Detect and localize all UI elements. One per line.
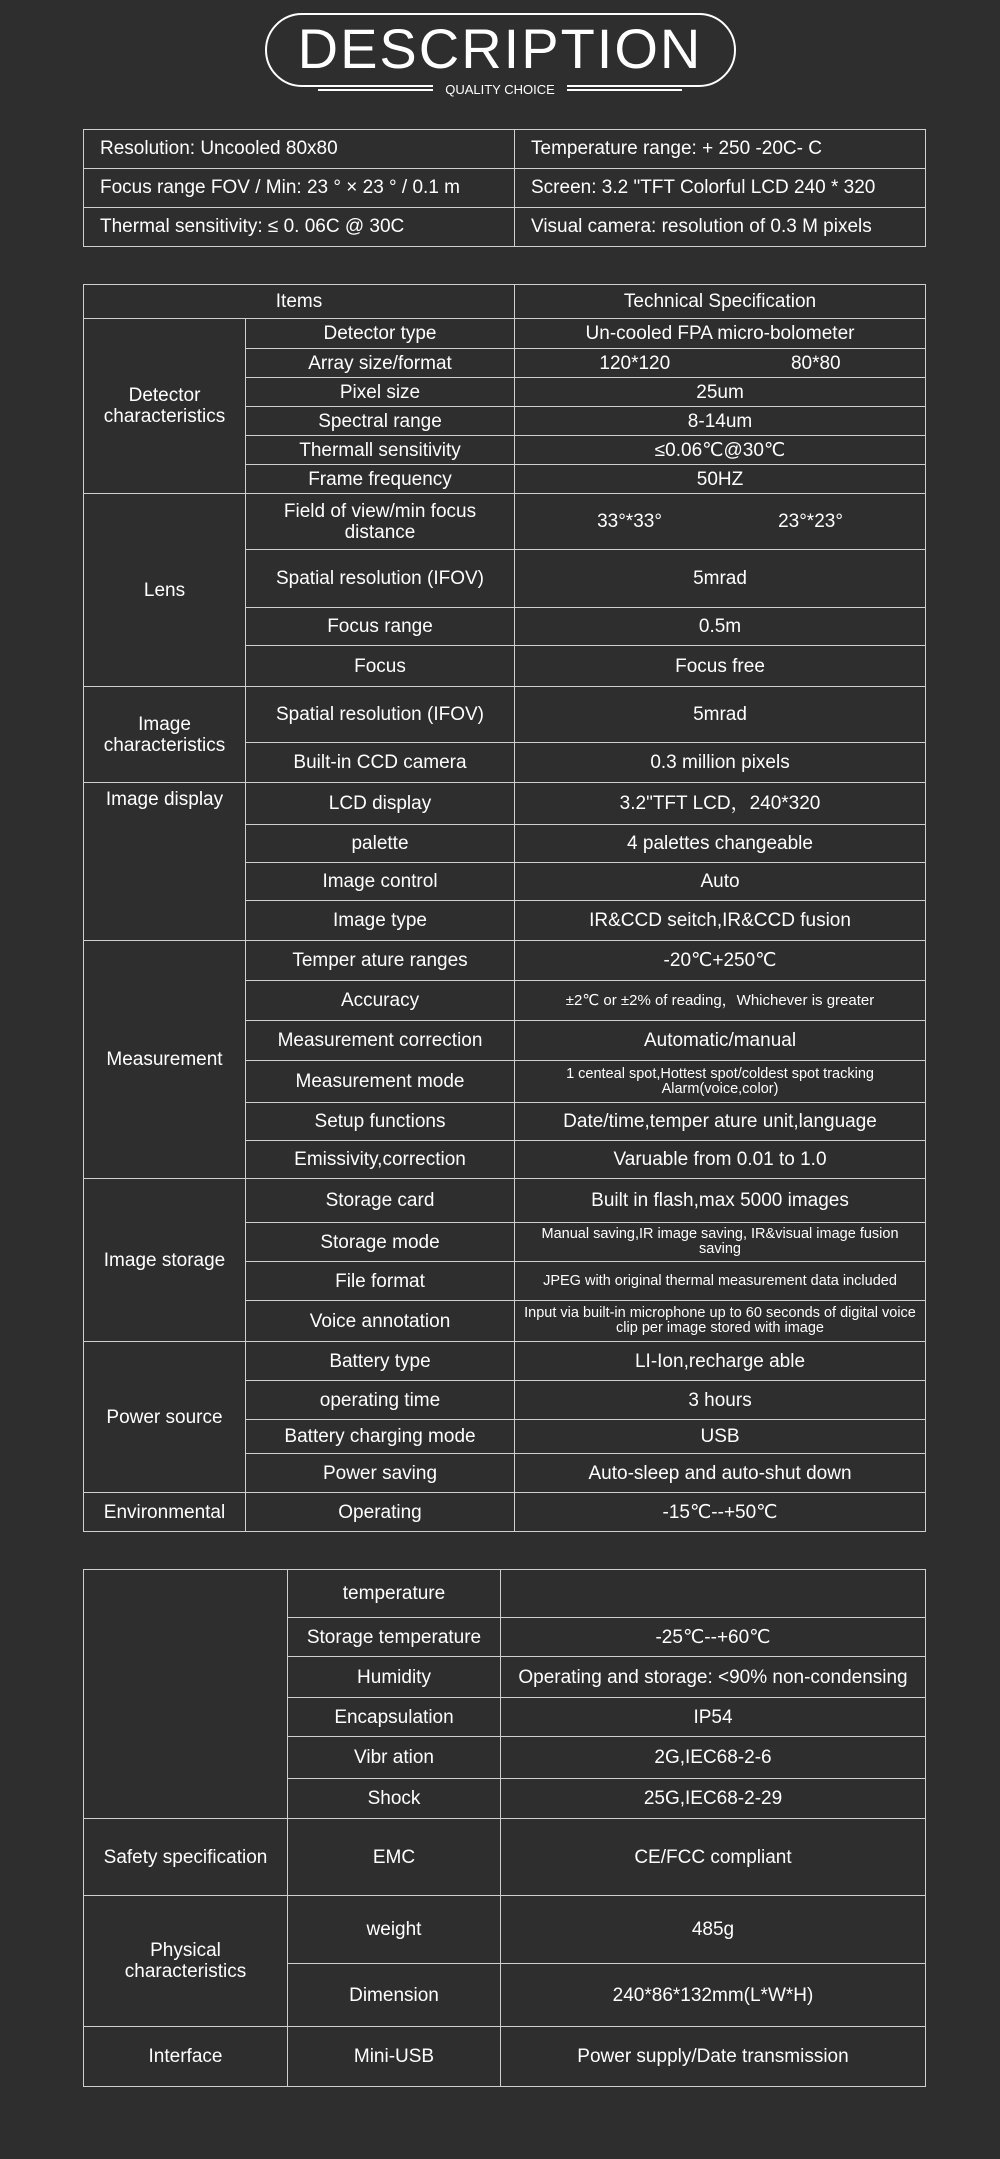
- row-label: File format: [246, 1262, 515, 1301]
- row-value: 2G,IEC68-2-6: [501, 1737, 926, 1779]
- row-label: Voice annotation: [246, 1301, 515, 1342]
- row-label: Spatial resolution (IFOV): [246, 550, 515, 608]
- row-label: Accuracy: [246, 981, 515, 1021]
- row-value: 485g: [501, 1896, 926, 1964]
- row-value: 4 palettes changeable: [515, 825, 926, 863]
- summary-cell: Focus range FOV / Min: 23 ° × 23 ° / 0.1 m: [84, 169, 515, 208]
- category-detector: Detector characteristics: [84, 319, 246, 494]
- row-label: Temper ature ranges: [246, 941, 515, 981]
- category-image-characteristics: Image characteristics: [84, 687, 246, 783]
- category-environmental-blank: [84, 1570, 288, 1819]
- row-value: 0.5m: [515, 608, 926, 646]
- row-value: IR&CCD seitch,IR&CCD fusion: [515, 901, 926, 941]
- category-interface: Interface: [84, 2027, 288, 2087]
- page-title: DESCRIPTION: [297, 17, 703, 80]
- row-value: Power supply/Date transmission: [501, 2027, 926, 2087]
- row-value: Varuable from 0.01 to 1.0: [515, 1141, 926, 1179]
- category-safety: Safety specification: [84, 1819, 288, 1896]
- row-label: Focus range: [246, 608, 515, 646]
- value-b: 23°*23°: [778, 511, 843, 532]
- row-label: palette: [246, 825, 515, 863]
- row-label: Measurement correction: [246, 1021, 515, 1061]
- category-image-storage: Image storage: [84, 1179, 246, 1342]
- row-value: 240*86*132mm(L*W*H): [501, 1964, 926, 2027]
- table-row: [84, 1570, 926, 1618]
- row-label: Encapsulation: [288, 1698, 501, 1737]
- table-row: [84, 208, 926, 247]
- row-label: weight: [288, 1896, 501, 1964]
- row-label: Storage card: [246, 1179, 515, 1223]
- table-row: [84, 941, 926, 981]
- row-value: 5mrad: [515, 550, 926, 608]
- category-image-display: Image display: [84, 783, 246, 941]
- row-value: [501, 1570, 926, 1618]
- row-label: Shock: [288, 1779, 501, 1819]
- row-label: Battery charging mode: [246, 1420, 515, 1454]
- row-value: ±2℃ or ±2% of reading，Whichever is greater: [515, 981, 926, 1021]
- row-label: Thermall sensitivity: [246, 436, 515, 465]
- row-label: Humidity: [288, 1657, 501, 1698]
- row-label: Focus: [246, 646, 515, 687]
- header: [0, 0, 1000, 115]
- table-row: [84, 1179, 926, 1223]
- divider-right: [567, 89, 682, 91]
- row-value: Auto-sleep and auto-shut down: [515, 1454, 926, 1493]
- category-power-source: Power source: [84, 1342, 246, 1493]
- row-value: 25G,IEC68-2-29: [501, 1779, 926, 1819]
- table-row: [84, 783, 926, 825]
- row-label: Storage mode: [246, 1223, 515, 1262]
- table-row: [84, 1493, 926, 1532]
- value-a: 33°*33°: [597, 511, 662, 532]
- row-value: Built in flash,max 5000 images: [515, 1179, 926, 1223]
- row-label: operating time: [246, 1381, 515, 1420]
- row-value: ≤0.06℃@30℃: [515, 436, 926, 465]
- summary-cell: Thermal sensitivity: ≤ 0. 06C @ 30C: [84, 208, 515, 247]
- summary-table: [83, 129, 926, 247]
- row-value: [515, 349, 926, 378]
- table-row: [84, 687, 926, 743]
- row-label: Power saving: [246, 1454, 515, 1493]
- table-row: [84, 1819, 926, 1896]
- row-value: Un-cooled FPA micro-bolometer: [515, 319, 926, 349]
- header-items: Items: [84, 285, 515, 319]
- row-label: EMC: [288, 1819, 501, 1896]
- spec-table: [83, 284, 926, 1532]
- row-value: IP54: [501, 1698, 926, 1737]
- summary-cell: Screen: 3.2 "TFT Colorful LCD 240 * 320: [515, 169, 926, 208]
- row-label: Pixel size: [246, 378, 515, 407]
- row-value: Operating and storage: <90% non-condensing: [501, 1657, 926, 1698]
- summary-cell: Visual camera: resolution of 0.3 M pixels: [515, 208, 926, 247]
- row-label: Emissivity,correction: [246, 1141, 515, 1179]
- row-value: 25um: [515, 378, 926, 407]
- row-value: Automatic/manual: [515, 1021, 926, 1061]
- table-row: [84, 2027, 926, 2087]
- row-label: Battery type: [246, 1342, 515, 1381]
- value-b: 80*80: [790, 352, 841, 374]
- table-row: [84, 130, 926, 169]
- row-value: 50HZ: [515, 465, 926, 494]
- row-value: Focus free: [515, 646, 926, 687]
- row-value: -20℃+250℃: [515, 941, 926, 981]
- row-value: Input via built-in microphone up to 60 seconds of digital voice clip per image stored with image: [515, 1301, 926, 1342]
- row-label: Mini-USB: [288, 2027, 501, 2087]
- row-value: -15℃--+50℃: [515, 1493, 926, 1532]
- row-label: Built-in CCD camera: [246, 743, 515, 783]
- row-label: Field of view/min focus distance: [246, 494, 515, 550]
- row-label: Measurement mode: [246, 1061, 515, 1103]
- row-label: Image control: [246, 863, 515, 901]
- row-label: Frame frequency: [246, 465, 515, 494]
- row-value: USB: [515, 1420, 926, 1454]
- row-value: CE/FCC compliant: [501, 1819, 926, 1896]
- divider-left: [318, 89, 433, 91]
- category-lens: Lens: [84, 494, 246, 687]
- row-value: Manual saving,IR image saving, IR&visual image fusion saving: [515, 1223, 926, 1262]
- row-label: Spatial resolution (IFOV): [246, 687, 515, 743]
- row-value: [515, 494, 926, 550]
- row-value: 5mrad: [515, 687, 926, 743]
- row-label: Image type: [246, 901, 515, 941]
- row-label: Detector type: [246, 319, 515, 349]
- row-value: 1 centeal spot,Hottest spot/coldest spot tracking Alarm(voice,color): [515, 1061, 926, 1103]
- summary-cell: Resolution: Uncooled 80x80: [84, 130, 515, 169]
- row-value: Auto: [515, 863, 926, 901]
- table-header-row: [84, 285, 926, 319]
- row-value: 0.3 million pixels: [515, 743, 926, 783]
- row-label: temperature: [288, 1570, 501, 1618]
- category-physical: Physical characteristics: [84, 1896, 288, 2027]
- subtitle: QUALITY CHOICE: [433, 81, 567, 99]
- row-label: LCD display: [246, 783, 515, 825]
- row-value: 3.2"TFT LCD，240*320: [515, 783, 926, 825]
- category-environmental: Environmental: [84, 1493, 246, 1532]
- table-row: [84, 1342, 926, 1381]
- subtitle-row: [0, 80, 1000, 100]
- row-label: Vibr ation: [288, 1737, 501, 1779]
- table-row: [84, 494, 926, 550]
- environment-table: [83, 1569, 926, 2087]
- row-value: 8-14um: [515, 407, 926, 436]
- category-measurement: Measurement: [84, 941, 246, 1179]
- row-label: Spectral range: [246, 407, 515, 436]
- row-label: Dimension: [288, 1964, 501, 2027]
- row-value: JPEG with original thermal measurement data included: [515, 1262, 926, 1301]
- table-row: [84, 319, 926, 349]
- value-a: 120*120: [599, 352, 671, 374]
- row-label: Array size/format: [246, 349, 515, 378]
- row-label: Storage temperature: [288, 1618, 501, 1657]
- row-label: Setup functions: [246, 1103, 515, 1141]
- row-value: Date/time,temper ature unit,language: [515, 1103, 926, 1141]
- row-value: -25℃--+60℃: [501, 1618, 926, 1657]
- row-label: Operating: [246, 1493, 515, 1532]
- row-value: LI-Ion,recharge able: [515, 1342, 926, 1381]
- header-spec: Technical Specification: [515, 285, 926, 319]
- table-row: [84, 169, 926, 208]
- table-row: [84, 1896, 926, 1964]
- row-value: 3 hours: [515, 1381, 926, 1420]
- summary-cell: Temperature range: + 250 -20C- C: [515, 130, 926, 169]
